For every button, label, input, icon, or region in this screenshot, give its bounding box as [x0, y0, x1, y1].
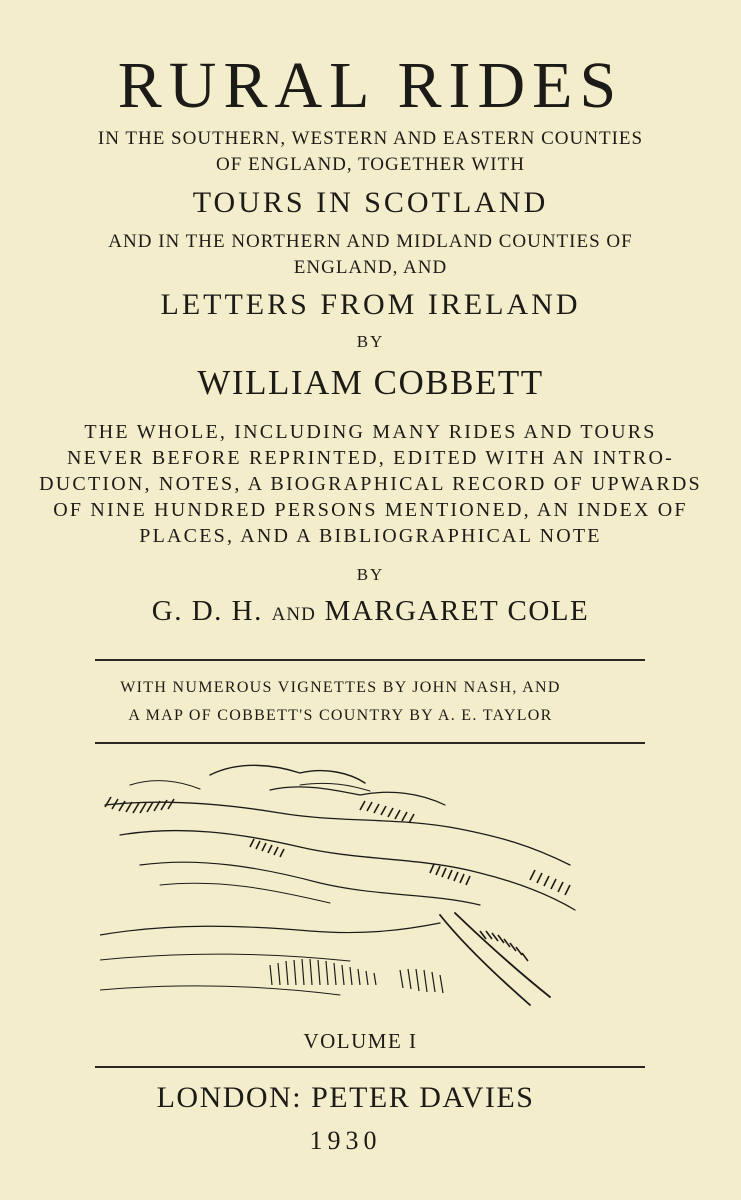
by-label: BY — [356, 332, 385, 351]
rule-top — [95, 659, 645, 661]
second-line-1: AND IN THE NORTHERN AND MIDLAND COUNTIES OF — [108, 231, 633, 252]
second-line-2: ENGLAND, AND — [293, 257, 448, 278]
editor-first: G. D. H. — [151, 595, 263, 627]
rule-middle — [95, 742, 645, 744]
description-line-5: PLACES, AND A BIBLIOGRAPHICAL NOTE — [139, 525, 602, 547]
author-name: WILLIAM COBBETT — [197, 363, 544, 402]
landscape-vignette — [100, 755, 580, 1030]
book-title: RURAL RIDES — [117, 49, 624, 122]
description-line-1: THE WHOLE, INCLUDING MANY RIDES AND TOURS — [84, 421, 657, 443]
description-line-2: NEVER BEFORE REPRINTED, EDITED WITH AN INTRO- — [67, 447, 674, 469]
by-label-editors: BY — [356, 565, 385, 584]
vignettes-line-1: WITH NUMEROUS VIGNETTES BY JOHN NASH, AND — [120, 679, 561, 696]
editor-conjunction: AND — [271, 604, 316, 625]
description-line-3: DUCTION, NOTES, A BIOGRAPHICAL RECORD OF UPWARDS — [39, 473, 702, 495]
rule-bottom — [95, 1066, 645, 1068]
subtitle-line-2: OF ENGLAND, TOGETHER WITH — [216, 154, 525, 175]
vignettes-line-2: A MAP OF COBBETT'S COUNTRY BY A. E. TAYLOR — [128, 707, 553, 724]
description-line-4: OF NINE HUNDRED PERSONS MENTIONED, AN INDEX OF — [53, 499, 688, 521]
publication-year: 1930 — [309, 1126, 382, 1155]
publisher: LONDON: PETER DAVIES — [156, 1081, 535, 1114]
volume-label: VOLUME I — [303, 1029, 418, 1053]
editor-second: MARGARET COLE — [324, 595, 590, 627]
editors — [0, 594, 741, 632]
subtitle-line-1: IN THE SOUTHERN, WESTERN AND EASTERN COUNTIES — [97, 128, 644, 149]
second-title: TOURS IN SCOTLAND — [192, 186, 549, 219]
third-title: LETTERS FROM IRELAND — [160, 288, 581, 321]
